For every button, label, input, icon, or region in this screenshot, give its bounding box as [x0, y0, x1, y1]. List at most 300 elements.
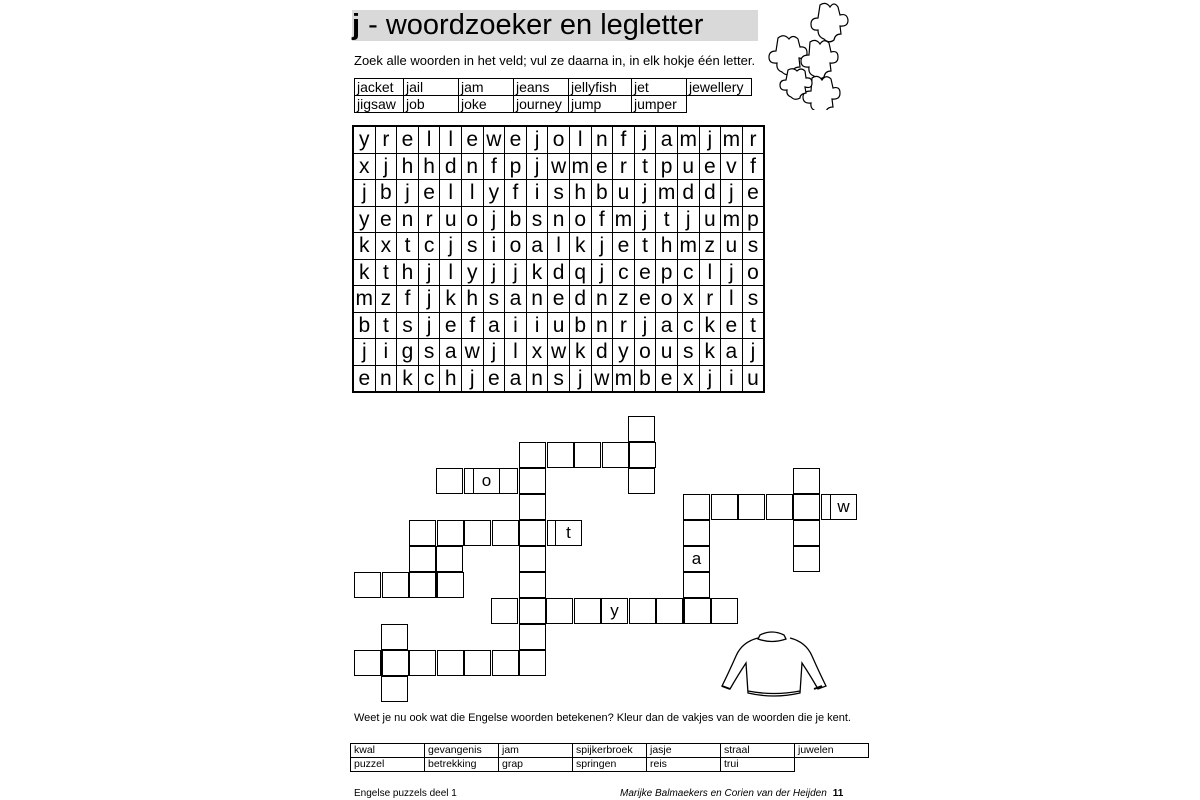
grid-letter-cell[interactable]: e — [418, 180, 440, 207]
meaning-item[interactable]: kwal — [351, 744, 425, 758]
word-search-grid — [352, 125, 765, 393]
word-item: jumper — [632, 96, 687, 113]
meaning-table — [350, 743, 869, 772]
grid-letter-cell[interactable]: v — [721, 153, 743, 180]
grid-letter-cell[interactable]: y — [353, 126, 375, 153]
meaning-item[interactable]: betrekking — [425, 758, 499, 772]
crossword-cell[interactable] — [409, 520, 436, 546]
grid-letter-cell[interactable]: f — [461, 312, 483, 339]
grid-letter-cell[interactable]: a — [656, 126, 678, 153]
grid-letter-cell[interactable]: j — [397, 180, 419, 207]
grid-letter-cell[interactable]: x — [677, 286, 699, 313]
word-item: jet — [632, 79, 687, 96]
grid-letter-cell[interactable]: o — [569, 206, 591, 233]
grid-letter-cell[interactable]: u — [742, 365, 764, 392]
grid-letter-cell[interactable]: u — [656, 339, 678, 366]
title-text: - woordzoeker en legletter — [360, 9, 704, 41]
grid-letter-cell[interactable]: o — [742, 259, 764, 286]
grid-letter-cell[interactable]: k — [699, 312, 721, 339]
word-list-row — [355, 96, 752, 113]
grid-letter-cell[interactable]: u — [613, 180, 635, 207]
grid-row — [353, 286, 764, 313]
word-item: joke — [459, 96, 514, 113]
grid-letter-cell[interactable]: b — [353, 312, 375, 339]
grid-letter-cell[interactable]: a — [440, 339, 462, 366]
grid-letter-cell[interactable]: f — [397, 286, 419, 313]
grid-letter-cell[interactable]: k — [526, 259, 548, 286]
grid-letter-cell[interactable]: i — [721, 365, 743, 392]
grid-letter-cell[interactable]: j — [634, 312, 656, 339]
grid-letter-cell[interactable]: h — [440, 365, 462, 392]
grid-row — [353, 233, 764, 260]
grid-letter-cell[interactable]: j — [418, 312, 440, 339]
word-item: job — [404, 96, 459, 113]
grid-letter-cell[interactable]: s — [418, 339, 440, 366]
grid-letter-cell[interactable]: l — [440, 126, 462, 153]
grid-letter-cell[interactable]: s — [742, 233, 764, 260]
grid-letter-cell[interactable]: j — [721, 180, 743, 207]
grid-letter-cell[interactable]: m — [569, 153, 591, 180]
crossword-cell[interactable] — [793, 546, 820, 572]
grid-letter-cell[interactable]: m — [677, 233, 699, 260]
crossword-cell[interactable] — [656, 598, 683, 624]
grid-row — [353, 312, 764, 339]
grid-letter-cell[interactable]: u — [699, 206, 721, 233]
grid-letter-cell[interactable]: p — [505, 153, 527, 180]
grid-letter-cell[interactable]: k — [569, 339, 591, 366]
grid-letter-cell[interactable]: j — [634, 126, 656, 153]
crossword-cell[interactable] — [629, 442, 656, 468]
grid-letter-cell[interactable]: z — [699, 233, 721, 260]
grid-letter-cell[interactable]: r — [418, 206, 440, 233]
grid-letter-cell[interactable]: j — [505, 259, 527, 286]
crossword-cell[interactable] — [437, 650, 464, 676]
sweater-icon — [712, 625, 832, 705]
grid-letter-cell[interactable]: n — [591, 286, 613, 313]
crossword-cell[interactable] — [437, 520, 464, 546]
grid-letter-cell[interactable]: b — [591, 180, 613, 207]
grid-letter-cell[interactable]: j — [677, 206, 699, 233]
grid-letter-cell[interactable]: s — [526, 206, 548, 233]
word-item: jeans — [514, 79, 569, 96]
grid-letter-cell[interactable]: f — [483, 153, 505, 180]
grid-letter-cell[interactable]: s — [483, 286, 505, 313]
grid-letter-cell[interactable]: l — [418, 126, 440, 153]
grid-letter-cell[interactable]: l — [699, 259, 721, 286]
grid-letter-cell[interactable]: z — [613, 286, 635, 313]
grid-letter-cell[interactable]: s — [548, 365, 570, 392]
grid-letter-cell[interactable]: e — [440, 312, 462, 339]
crossword-cell[interactable] — [793, 520, 820, 546]
grid-letter-cell[interactable]: z — [375, 286, 397, 313]
footer-authors — [620, 788, 843, 799]
grid-letter-cell[interactable]: b — [375, 180, 397, 207]
grid-letter-cell[interactable]: i — [526, 312, 548, 339]
grid-letter-cell[interactable]: n — [397, 206, 419, 233]
grid-letter-cell[interactable]: h — [397, 153, 419, 180]
grid-letter-cell[interactable]: u — [440, 206, 462, 233]
grid-letter-cell[interactable]: e — [505, 126, 527, 153]
crossword-cell[interactable] — [793, 468, 820, 494]
grid-letter-cell[interactable]: j — [699, 365, 721, 392]
grid-letter-cell[interactable]: g — [397, 339, 419, 366]
grid-letter-cell[interactable]: d — [591, 339, 613, 366]
grid-letter-cell[interactable]: y — [353, 206, 375, 233]
grid-letter-cell[interactable]: s — [677, 339, 699, 366]
footer-series: Engelse puzzels deel 1 — [354, 788, 457, 799]
crossword-cell[interactable] — [574, 598, 601, 624]
grid-letter-cell[interactable]: a — [505, 365, 527, 392]
crossword-cell[interactable] — [519, 624, 546, 650]
crossword-cell[interactable] — [629, 598, 656, 624]
crossword-cell[interactable] — [354, 650, 381, 676]
crossword-cell[interactable] — [684, 598, 711, 624]
grid-letter-cell[interactable]: s — [461, 233, 483, 260]
grid-letter-cell[interactable]: h — [461, 286, 483, 313]
page-title — [352, 10, 758, 41]
grid-letter-cell[interactable]: i — [526, 180, 548, 207]
grid-letter-cell[interactable]: i — [483, 233, 505, 260]
grid-row — [353, 259, 764, 286]
crossword-cell[interactable] — [491, 598, 518, 624]
grid-letter-cell[interactable]: e — [397, 126, 419, 153]
grid-letter-cell[interactable]: e — [634, 286, 656, 313]
grid-letter-cell[interactable]: l — [721, 286, 743, 313]
grid-letter-cell[interactable]: i — [375, 339, 397, 366]
grid-letter-cell[interactable]: c — [418, 233, 440, 260]
meaning-item[interactable]: jam — [499, 744, 573, 758]
grid-letter-cell[interactable]: o — [505, 233, 527, 260]
crossword-cell[interactable] — [711, 598, 738, 624]
grid-letter-cell[interactable]: k — [569, 233, 591, 260]
grid-letter-cell[interactable]: r — [375, 126, 397, 153]
grid-letter-cell[interactable]: h — [418, 153, 440, 180]
word-item-empty — [687, 96, 752, 113]
crossword-cell[interactable] — [519, 468, 546, 494]
grid-row — [353, 180, 764, 207]
grid-letter-cell[interactable]: p — [656, 153, 678, 180]
crossword-cell[interactable] — [382, 572, 409, 598]
grid-letter-cell[interactable]: j — [418, 286, 440, 313]
grid-letter-cell[interactable]: p — [656, 259, 678, 286]
grid-letter-cell[interactable]: j — [353, 180, 375, 207]
grid-letter-cell[interactable]: a — [483, 312, 505, 339]
grid-letter-cell[interactable]: u — [677, 153, 699, 180]
crossword-cell[interactable] — [711, 494, 738, 520]
grid-letter-cell[interactable]: l — [461, 180, 483, 207]
grid-letter-cell[interactable]: r — [613, 312, 635, 339]
grid-letter-cell[interactable]: n — [526, 365, 548, 392]
page-number: 11 — [832, 788, 844, 799]
grid-letter-cell[interactable]: e — [613, 233, 635, 260]
grid-letter-cell[interactable]: j — [375, 153, 397, 180]
crossword-cell[interactable] — [628, 468, 655, 494]
crossword-cell[interactable] — [354, 572, 381, 598]
grid-letter-cell[interactable]: f — [742, 153, 764, 180]
meaning-item[interactable]: trui — [721, 758, 795, 772]
grid-letter-cell[interactable]: t — [375, 312, 397, 339]
grid-letter-cell[interactable]: d — [440, 153, 462, 180]
crossword-cell[interactable] — [683, 572, 710, 598]
grid-letter-cell[interactable]: t — [742, 312, 764, 339]
crossword-cell[interactable] — [519, 442, 546, 468]
grid-letter-cell[interactable]: s — [548, 180, 570, 207]
grid-letter-cell[interactable]: a — [721, 339, 743, 366]
crossword-cell[interactable] — [519, 494, 546, 520]
grid-letter-cell[interactable]: e — [461, 126, 483, 153]
grid-letter-cell[interactable]: o — [656, 286, 678, 313]
grid-letter-cell[interactable]: e — [742, 180, 764, 207]
grid-letter-cell[interactable]: m — [613, 206, 635, 233]
grid-letter-cell[interactable]: c — [677, 259, 699, 286]
grid-letter-cell[interactable]: k — [397, 365, 419, 392]
grid-letter-cell[interactable]: w — [483, 126, 505, 153]
grid-letter-cell[interactable]: e — [483, 365, 505, 392]
crossword-cell[interactable] — [519, 598, 546, 624]
grid-letter-cell[interactable]: d — [677, 180, 699, 207]
word-item: jam — [459, 79, 514, 96]
grid-letter-cell[interactable]: o — [548, 126, 570, 153]
grid-letter-cell[interactable]: i — [505, 312, 527, 339]
meaning-item[interactable]: reis — [647, 758, 721, 772]
grid-letter-cell[interactable]: y — [483, 180, 505, 207]
crossword-cell[interactable] — [381, 624, 408, 650]
meaning-item[interactable]: straal — [721, 744, 795, 758]
crossword-cell[interactable] — [436, 468, 463, 494]
word-item: jail — [404, 79, 459, 96]
grid-letter-cell[interactable]: j — [591, 233, 613, 260]
grid-letter-cell[interactable]: w — [461, 339, 483, 366]
grid-letter-cell[interactable]: s — [742, 286, 764, 313]
grid-letter-cell[interactable]: e — [375, 206, 397, 233]
grid-letter-cell[interactable]: t — [375, 259, 397, 286]
crossword-cell[interactable] — [546, 598, 573, 624]
crossword-cell[interactable] — [628, 416, 655, 442]
meaning-item[interactable]: springen — [573, 758, 647, 772]
grid-letter-cell[interactable]: w — [548, 339, 570, 366]
grid-letter-cell[interactable]: e — [656, 365, 678, 392]
grid-letter-cell[interactable]: b — [569, 312, 591, 339]
crossword-cell-letter[interactable]: o — [473, 468, 500, 494]
grid-letter-cell[interactable]: e — [634, 259, 656, 286]
grid-letter-cell[interactable]: j — [742, 339, 764, 366]
crossword-cell-letter[interactable]: t — [555, 520, 582, 546]
grid-letter-cell[interactable]: c — [613, 259, 635, 286]
word-item: jellyfish — [569, 79, 632, 96]
grid-row — [353, 126, 764, 153]
word-item: jigsaw — [355, 96, 404, 113]
grid-letter-cell[interactable]: x — [375, 233, 397, 260]
grid-letter-cell[interactable]: r — [742, 126, 764, 153]
crossword-cell[interactable] — [382, 650, 409, 676]
grid-letter-cell[interactable]: f — [613, 126, 635, 153]
footer-author-names: Marijke Balmaekers en Corien van der Heijden — [620, 788, 827, 799]
grid-letter-cell[interactable]: y — [461, 259, 483, 286]
question-text: Weet je nu ook wat die Engelse woorden betekenen? Kleur dan de vakjes van de woorden die je kent. — [354, 712, 851, 724]
grid-letter-cell[interactable]: r — [699, 286, 721, 313]
grid-letter-cell[interactable]: j — [418, 259, 440, 286]
crossword-cell[interactable] — [519, 650, 546, 676]
grid-letter-cell[interactable]: e — [699, 153, 721, 180]
meaning-item[interactable]: spijkerbroek — [573, 744, 647, 758]
grid-letter-cell[interactable]: t — [634, 233, 656, 260]
grid-letter-cell[interactable]: l — [505, 339, 527, 366]
grid-letter-cell[interactable]: q — [569, 259, 591, 286]
grid-letter-cell[interactable]: n — [526, 286, 548, 313]
grid-letter-cell[interactable]: e — [721, 312, 743, 339]
crossword-cell[interactable] — [738, 494, 765, 520]
grid-letter-cell[interactable]: l — [440, 180, 462, 207]
grid-letter-cell[interactable]: x — [526, 339, 548, 366]
grid-letter-cell[interactable]: c — [418, 365, 440, 392]
grid-letter-cell[interactable]: m — [721, 126, 743, 153]
grid-letter-cell[interactable]: l — [440, 259, 462, 286]
grid-letter-cell[interactable]: t — [656, 206, 678, 233]
grid-letter-cell[interactable]: e — [548, 286, 570, 313]
crossword-cell[interactable] — [492, 650, 519, 676]
crossword-cell[interactable] — [547, 442, 574, 468]
grid-letter-cell[interactable]: j — [591, 259, 613, 286]
grid-letter-cell[interactable]: l — [548, 233, 570, 260]
meaning-item[interactable]: jasje — [647, 744, 721, 758]
word-item: jacket — [355, 79, 404, 96]
meaning-item[interactable]: gevangenis — [425, 744, 499, 758]
grid-row — [353, 153, 764, 180]
crossword-cell-letter[interactable]: y — [601, 598, 628, 624]
grid-letter-cell[interactable]: x — [353, 153, 375, 180]
crossword-cell[interactable] — [683, 520, 710, 546]
crossword-cell[interactable] — [381, 676, 408, 702]
grid-letter-cell[interactable]: o — [461, 206, 483, 233]
grid-row — [353, 206, 764, 233]
grid-letter-cell[interactable]: h — [569, 180, 591, 207]
grid-letter-cell[interactable]: e — [591, 153, 613, 180]
grid-letter-cell[interactable]: m — [656, 180, 678, 207]
grid-letter-cell[interactable]: t — [397, 233, 419, 260]
grid-letter-cell[interactable]: a — [505, 286, 527, 313]
grid-letter-cell[interactable]: j — [483, 206, 505, 233]
grid-letter-cell[interactable]: k — [699, 339, 721, 366]
grid-letter-cell[interactable]: n — [548, 206, 570, 233]
grid-letter-cell[interactable]: n — [591, 126, 613, 153]
grid-letter-cell[interactable]: j — [526, 153, 548, 180]
grid-letter-cell[interactable]: k — [353, 259, 375, 286]
grid-letter-cell[interactable]: j — [634, 180, 656, 207]
crossword-cell[interactable] — [602, 442, 629, 468]
word-list-row — [355, 79, 752, 96]
grid-letter-cell[interactable]: f — [505, 180, 527, 207]
crossword-cell[interactable] — [437, 572, 464, 598]
grid-letter-cell[interactable]: r — [613, 153, 635, 180]
meaning-item[interactable]: puzzel — [351, 758, 425, 772]
grid-letter-cell[interactable]: p — [742, 206, 764, 233]
grid-letter-cell[interactable]: h — [397, 259, 419, 286]
crossword-cell[interactable] — [409, 650, 436, 676]
word-item: jewellery — [687, 79, 752, 96]
grid-letter-cell[interactable]: j — [634, 206, 656, 233]
grid-letter-cell[interactable]: k — [353, 233, 375, 260]
meaning-item[interactable]: grap — [499, 758, 573, 772]
grid-letter-cell[interactable]: y — [613, 339, 635, 366]
crossword-cell[interactable] — [766, 494, 793, 520]
word-list — [354, 78, 752, 113]
grid-letter-cell[interactable]: x — [677, 365, 699, 392]
grid-letter-cell[interactable]: l — [569, 126, 591, 153]
crossword-cell[interactable] — [519, 546, 546, 572]
grid-letter-cell[interactable]: o — [634, 339, 656, 366]
grid-letter-cell[interactable]: u — [721, 233, 743, 260]
crossword-cell[interactable] — [519, 520, 546, 546]
grid-letter-cell[interactable]: w — [548, 153, 570, 180]
grid-letter-cell[interactable]: u — [548, 312, 570, 339]
grid-letter-cell[interactable]: j — [461, 365, 483, 392]
crossword-cell[interactable] — [492, 520, 519, 546]
grid-letter-cell[interactable]: a — [656, 312, 678, 339]
puzzle-pieces-icon — [760, 0, 860, 110]
grid-letter-cell[interactable]: n — [461, 153, 483, 180]
crossword-cell[interactable] — [436, 546, 463, 572]
crossword-cell[interactable] — [409, 546, 436, 572]
grid-letter-cell[interactable]: d — [548, 259, 570, 286]
crossword-cell[interactable] — [464, 520, 491, 546]
title-letter: j — [352, 9, 361, 41]
grid-letter-cell[interactable]: j — [440, 233, 462, 260]
grid-letter-cell[interactable]: n — [375, 365, 397, 392]
grid-letter-cell[interactable]: b — [505, 206, 527, 233]
grid-letter-cell[interactable]: a — [526, 233, 548, 260]
grid-letter-cell[interactable]: k — [440, 286, 462, 313]
crossword-cell-letter[interactable]: a — [683, 546, 710, 572]
grid-letter-cell[interactable]: j — [353, 339, 375, 366]
meaning-row — [351, 758, 869, 772]
grid-letter-cell[interactable]: j — [699, 126, 721, 153]
crossword-cell[interactable] — [683, 494, 710, 520]
crossword-cell[interactable] — [574, 442, 601, 468]
crossword-cell[interactable] — [464, 650, 491, 676]
word-item: jump — [569, 96, 632, 113]
grid-letter-cell[interactable]: w — [591, 365, 613, 392]
grid-letter-cell[interactable]: c — [677, 312, 699, 339]
crossword-cell[interactable] — [793, 494, 820, 520]
grid-letter-cell[interactable]: j — [483, 339, 505, 366]
meaning-item[interactable]: juwelen — [795, 744, 869, 758]
grid-letter-cell[interactable]: d — [699, 180, 721, 207]
crossword-cell[interactable] — [519, 572, 546, 598]
grid-letter-cell[interactable]: e — [353, 365, 375, 392]
grid-letter-cell[interactable]: j — [483, 259, 505, 286]
grid-letter-cell[interactable]: s — [397, 312, 419, 339]
grid-letter-cell[interactable]: m — [677, 126, 699, 153]
crossword-cell-letter[interactable]: w — [830, 494, 857, 520]
grid-letter-cell[interactable]: j — [569, 365, 591, 392]
grid-letter-cell[interactable]: h — [656, 233, 678, 260]
grid-row — [353, 365, 764, 392]
grid-letter-cell[interactable]: j — [721, 259, 743, 286]
crossword-cell[interactable] — [409, 572, 436, 598]
grid-letter-cell[interactable]: n — [591, 312, 613, 339]
grid-letter-cell[interactable]: m — [613, 365, 635, 392]
meaning-row — [351, 744, 869, 758]
grid-letter-cell[interactable]: m — [353, 286, 375, 313]
grid-letter-cell[interactable]: d — [569, 286, 591, 313]
grid-letter-cell[interactable]: m — [721, 206, 743, 233]
grid-row — [353, 339, 764, 366]
grid-letter-cell[interactable]: j — [526, 126, 548, 153]
instruction-text: Zoek alle woorden in het veld; vul ze daarna in, in elk hokje één letter. — [354, 53, 756, 68]
grid-letter-cell[interactable]: t — [634, 153, 656, 180]
grid-letter-cell[interactable]: f — [591, 206, 613, 233]
grid-letter-cell[interactable]: b — [634, 365, 656, 392]
